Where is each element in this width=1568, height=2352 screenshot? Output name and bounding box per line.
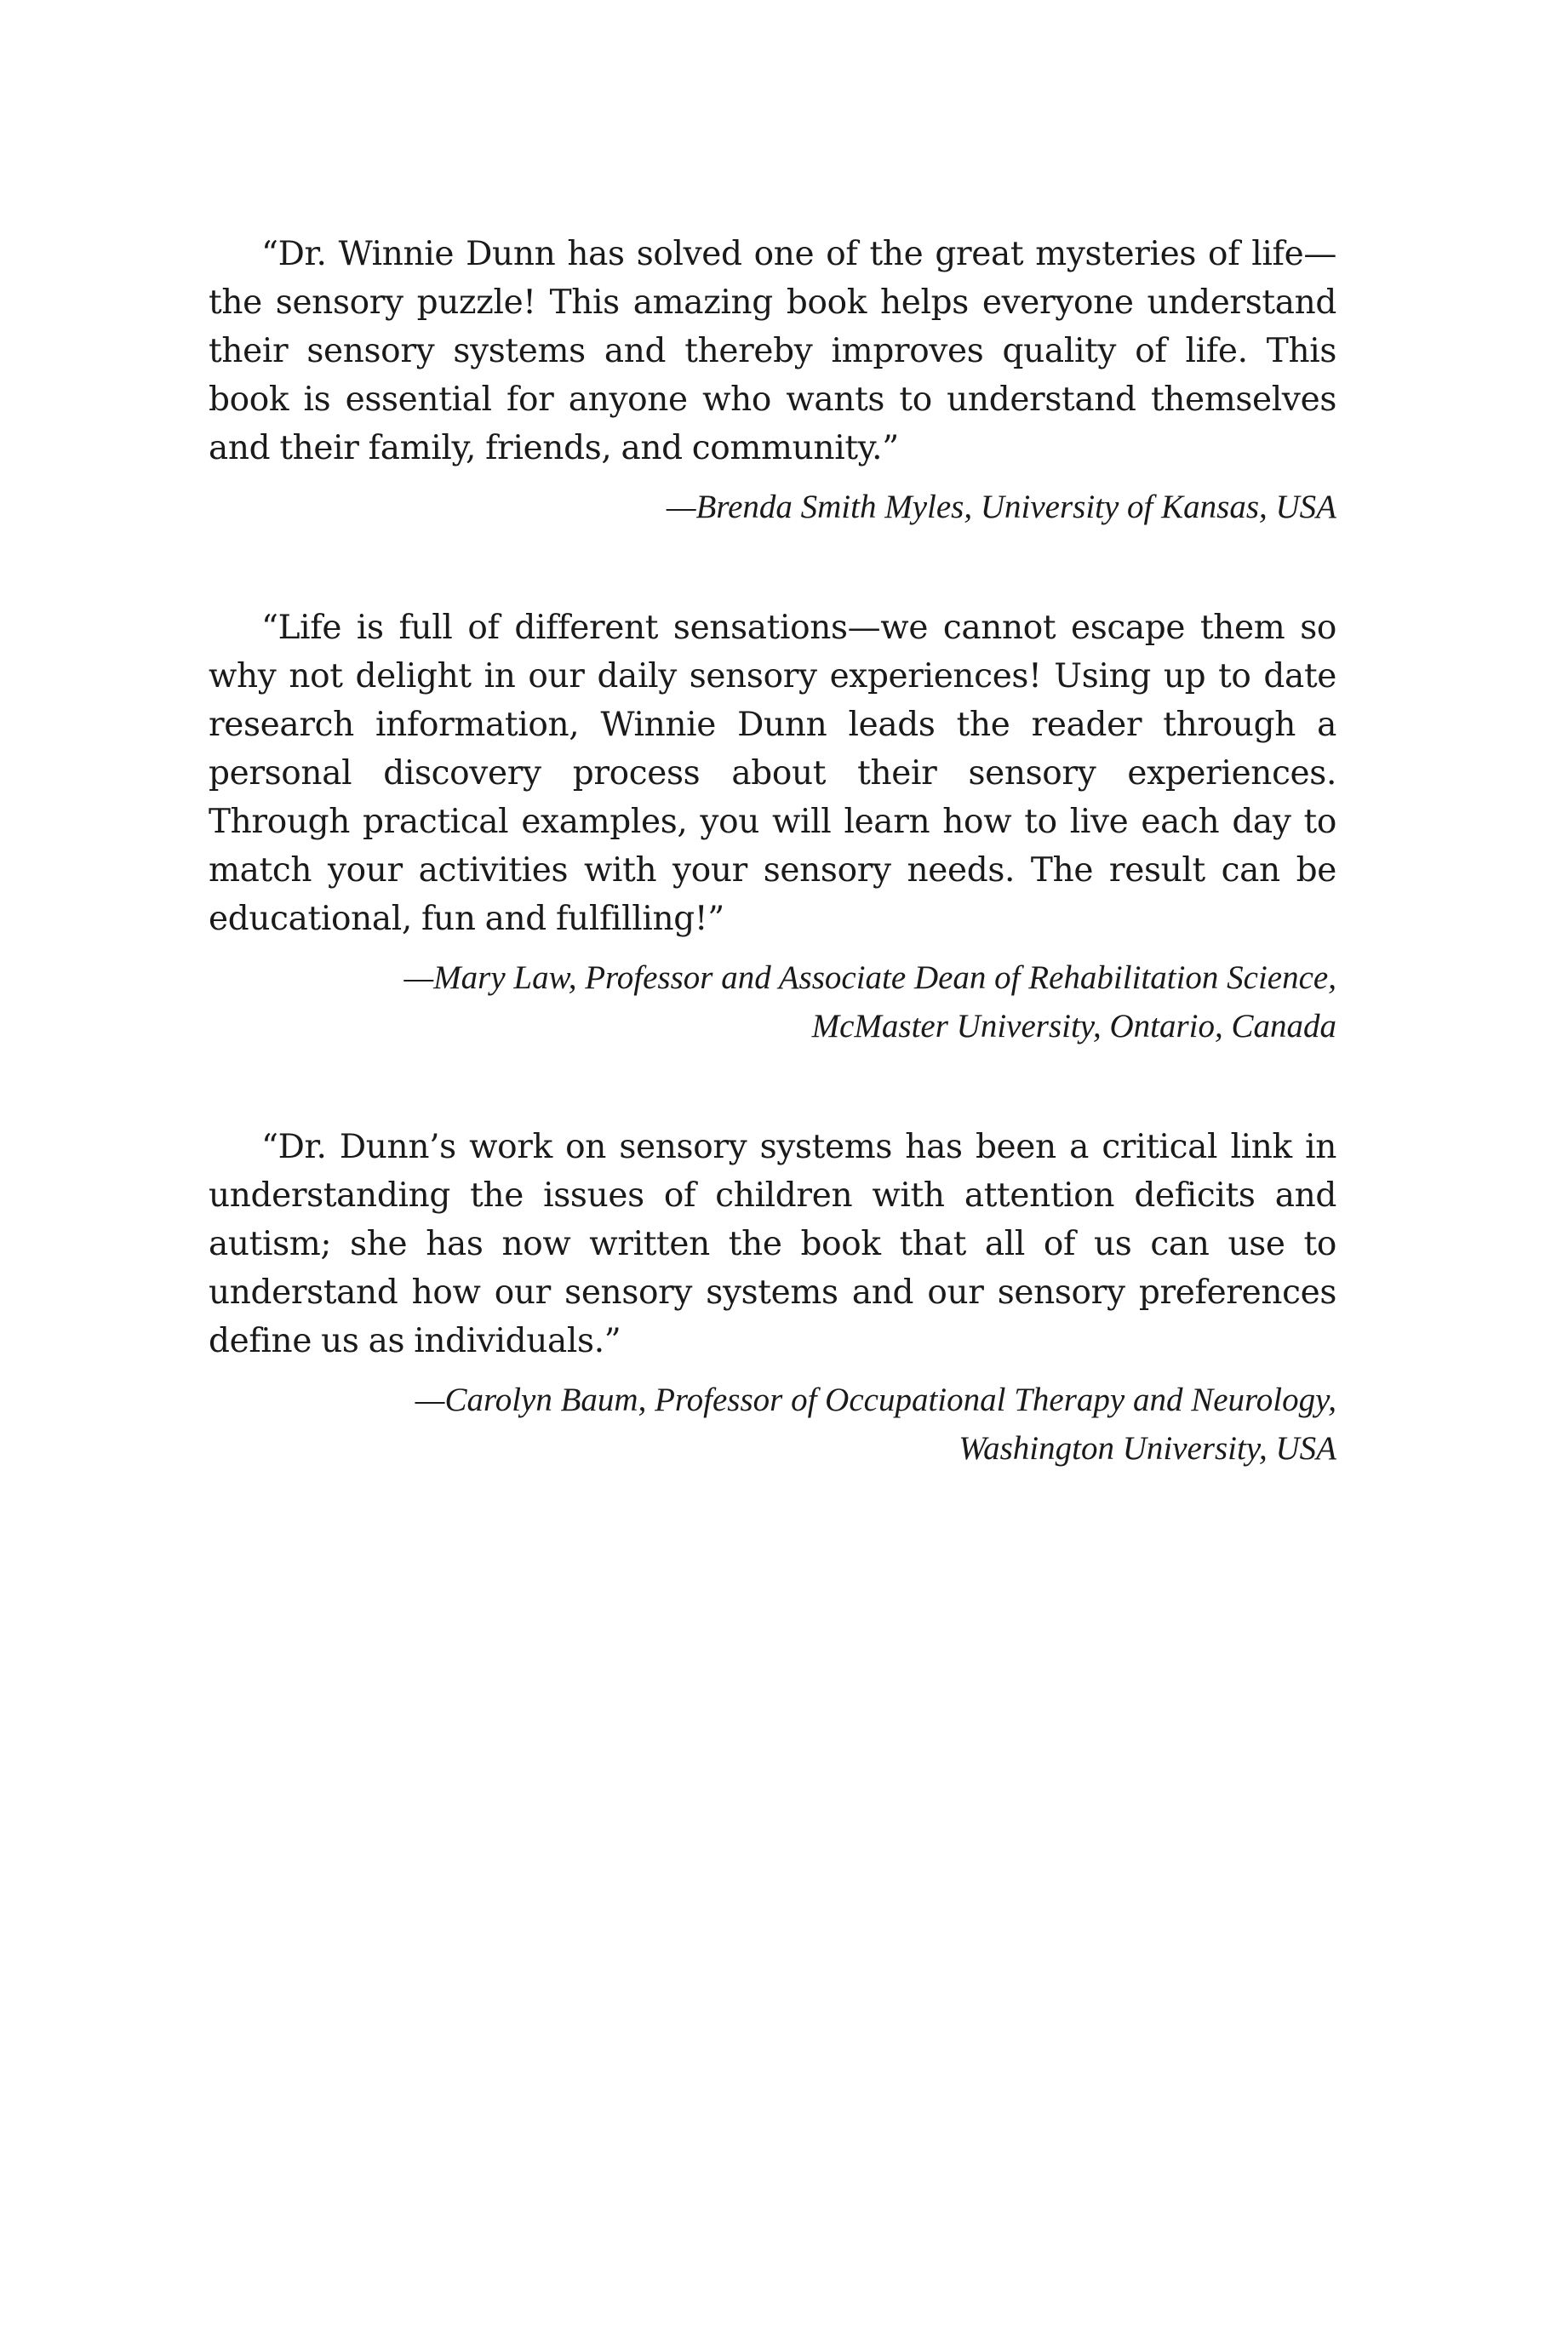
testimonial-3 xyxy=(209,1123,1336,1473)
attribution-line: Washington University, USA xyxy=(959,1430,1336,1467)
attribution-line: —Carolyn Baum, Professor of Occupational Therapy and Neurology, xyxy=(415,1382,1336,1418)
attribution-line: —Mary Law, Professor and Associate Dean of Rehabilitation Science, xyxy=(403,959,1336,996)
testimonial-attribution xyxy=(209,1376,1336,1473)
testimonial-attribution xyxy=(209,953,1336,1050)
testimonial-1 xyxy=(209,230,1336,531)
attribution-line: —Brenda Smith Myles, University of Kansas, USA xyxy=(666,489,1336,525)
testimonial-quote: “Life is full of different sensations—we cannot escape them so why not delight in our daily sensory experiences! Using up to date research information, Winnie Dunn leads the reader through a personal discovery process about their sensory experiences. Through practical examples, you will learn how to live each day to match your activities with your sensory needs. The result can be educational, fun and fulfilling!” xyxy=(209,609,1336,938)
testimonial-2 xyxy=(209,604,1336,1050)
praise-page xyxy=(209,230,1336,1473)
testimonial-attribution xyxy=(209,483,1336,531)
testimonial-quote: “Dr. Winnie Dunn has solved one of the great mysteries of life—the sensory puzzle! This amazing book helps everyone understand their sensory systems and thereby improves quality of life. This book is essential for anyone who wants to understand themselves and their family, friends, and community.” xyxy=(209,235,1336,467)
testimonial-quote: “Dr. Dunn’s work on sensory systems has been a critical link in understanding the issues of children with attention deficits and autism; she has now written the book that all of us can use to understand how our sensory systems and our sensory preferences define us as individuals.” xyxy=(209,1128,1336,1360)
attribution-line: McMaster University, Ontario, Canada xyxy=(811,1008,1336,1044)
